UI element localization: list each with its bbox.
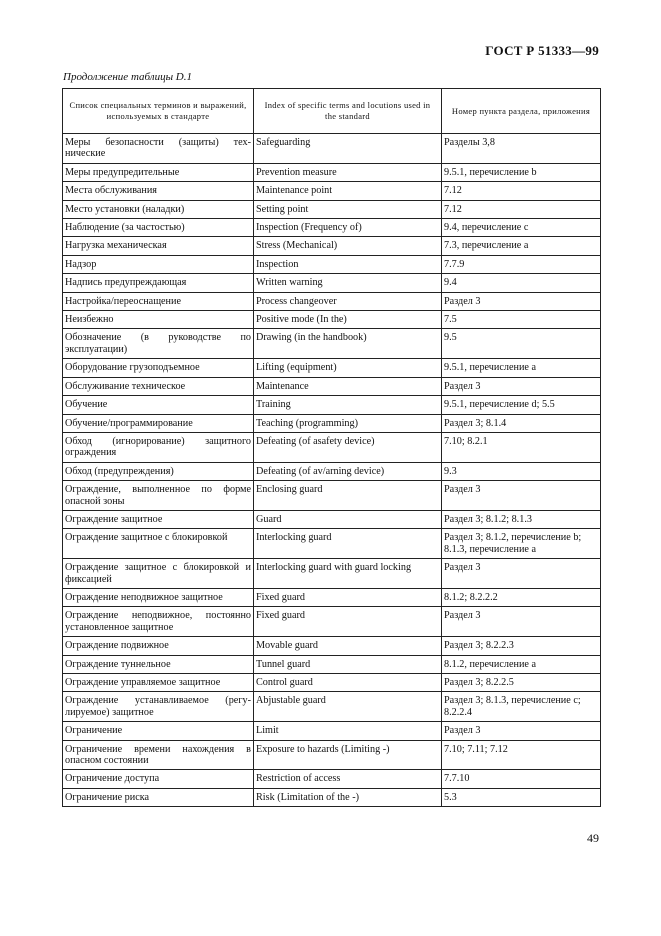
term-en-cell: Limit xyxy=(254,722,442,740)
table-row xyxy=(63,674,601,692)
term-ru-cell: Места обслуживания xyxy=(63,182,254,200)
table-row xyxy=(63,414,601,432)
term-en-cell: Abjustable guard xyxy=(254,692,442,722)
term-en-cell: Risk (Limitation of the -) xyxy=(254,788,442,806)
term-ru-cell: Ограждение устанавливаемое (регу-лируемое) защитное xyxy=(63,692,254,722)
reference-cell: 9.5.1, перечисление b xyxy=(442,163,601,181)
reference-cell: Раздел 3; 8.1.2; 8.1.3 xyxy=(442,510,601,528)
term-en-cell: Restriction of access xyxy=(254,770,442,788)
table-row xyxy=(63,163,601,181)
term-ru-cell: Наблюдение (за частостью) xyxy=(63,219,254,237)
term-ru-cell: Меры безопасности (защиты) тех-нические xyxy=(63,134,254,164)
reference-cell: Раздел 3 xyxy=(442,292,601,310)
term-en-cell: Defeating (of asafety device) xyxy=(254,432,442,462)
term-en-cell: Prevention measure xyxy=(254,163,442,181)
term-ru-cell: Обозначение (в руководстве по эксплуатации) xyxy=(63,329,254,359)
term-en-cell: Enclosing guard xyxy=(254,481,442,511)
column-header-ru-terms: Список специальных терминов и выражений, используемых в стандарте xyxy=(63,89,254,134)
term-ru-cell: Обход (предупреждения) xyxy=(63,462,254,480)
term-ru-cell: Настройка/переоснащение xyxy=(63,292,254,310)
table-row xyxy=(63,432,601,462)
table-row xyxy=(63,237,601,255)
table-row xyxy=(63,182,601,200)
term-ru-cell: Ограничение риска xyxy=(63,788,254,806)
reference-cell: 9.5.1, перечисление а xyxy=(442,359,601,377)
term-ru-cell: Обучение xyxy=(63,396,254,414)
reference-cell: Раздел 3 xyxy=(442,607,601,637)
term-ru-cell: Надзор xyxy=(63,255,254,273)
reference-cell: 9.3 xyxy=(442,462,601,480)
term-en-cell: Control guard xyxy=(254,674,442,692)
reference-cell: 7.12 xyxy=(442,200,601,218)
table-row xyxy=(63,255,601,273)
reference-cell: 7.10; 8.2.1 xyxy=(442,432,601,462)
term-en-cell: Guard xyxy=(254,510,442,528)
reference-cell: 7.3, перечисление а xyxy=(442,237,601,255)
reference-cell: 7.5 xyxy=(442,311,601,329)
table-row xyxy=(63,359,601,377)
table-row xyxy=(63,740,601,770)
table-row xyxy=(63,481,601,511)
standard-header: ГОСТ Р 51333—99 xyxy=(485,43,599,58)
term-en-cell: Interlocking guard with guard locking xyxy=(254,559,442,589)
table-row xyxy=(63,770,601,788)
reference-cell: 8.1.2; 8.2.2.2 xyxy=(442,588,601,606)
table-row xyxy=(63,529,601,559)
table-row xyxy=(63,311,601,329)
reference-cell: 7.7.9 xyxy=(442,255,601,273)
term-en-cell: Drawing (in the handbook) xyxy=(254,329,442,359)
reference-cell: Раздел 3; 8.2.2.5 xyxy=(442,674,601,692)
term-ru-cell: Нагрузка механическая xyxy=(63,237,254,255)
term-en-cell: Movable guard xyxy=(254,637,442,655)
term-en-cell: Fixed guard xyxy=(254,588,442,606)
term-ru-cell: Обучение/программирование xyxy=(63,414,254,432)
term-en-cell: Setting point xyxy=(254,200,442,218)
term-ru-cell: Ограждение туннельное xyxy=(63,655,254,673)
term-en-cell: Interlocking guard xyxy=(254,529,442,559)
reference-cell: 9.4 xyxy=(442,274,601,292)
terms-table xyxy=(62,88,601,807)
table-row xyxy=(63,200,601,218)
term-ru-cell: Обход (игнорирование) защитного ограждения xyxy=(63,432,254,462)
term-ru-cell: Обслуживание техническое xyxy=(63,377,254,395)
term-en-cell: Teaching (programming) xyxy=(254,414,442,432)
term-ru-cell: Оборудование грузоподъемное xyxy=(63,359,254,377)
table-row xyxy=(63,788,601,806)
term-ru-cell: Ограничение времени нахождения в опасном состоянии xyxy=(63,740,254,770)
table-row xyxy=(63,588,601,606)
reference-cell: 5.3 xyxy=(442,788,601,806)
reference-cell: 9.5 xyxy=(442,329,601,359)
term-en-cell: Inspection (Frequency of) xyxy=(254,219,442,237)
column-header-reference: Номер пункта раздела, приложения xyxy=(442,89,601,134)
table-row xyxy=(63,559,601,589)
term-en-cell: Training xyxy=(254,396,442,414)
table-row xyxy=(63,655,601,673)
term-ru-cell: Ограничение xyxy=(63,722,254,740)
term-ru-cell: Ограждение неподвижное, постоянно установленное защитное xyxy=(63,607,254,637)
term-en-cell: Safeguarding xyxy=(254,134,442,164)
term-en-cell: Maintenance point xyxy=(254,182,442,200)
table-row xyxy=(63,692,601,722)
table-row xyxy=(63,607,601,637)
term-ru-cell: Ограждение неподвижное защитное xyxy=(63,588,254,606)
table-row xyxy=(63,462,601,480)
reference-cell: Раздел 3 xyxy=(442,481,601,511)
reference-cell: 7.10; 7.11; 7.12 xyxy=(442,740,601,770)
term-ru-cell: Ограждение подвижное xyxy=(63,637,254,655)
term-en-cell: Process changeover xyxy=(254,292,442,310)
term-ru-cell: Ограждение защитное с блокировкой и фиксацией xyxy=(63,559,254,589)
table-row xyxy=(63,134,601,164)
column-header-en-terms: Index of specific terms and locutions used in the standard xyxy=(254,89,442,134)
reference-cell: Раздел 3 xyxy=(442,722,601,740)
reference-cell: Раздел 3 xyxy=(442,377,601,395)
term-ru-cell: Ограничение доступа xyxy=(63,770,254,788)
term-ru-cell: Неизбежно xyxy=(63,311,254,329)
table-row xyxy=(63,396,601,414)
term-ru-cell: Надпись предупреждающая xyxy=(63,274,254,292)
reference-cell: Раздел 3; 8.1.4 xyxy=(442,414,601,432)
table-row xyxy=(63,510,601,528)
page-number: 49 xyxy=(587,831,599,845)
term-en-cell: Fixed guard xyxy=(254,607,442,637)
term-en-cell: Lifting (equipment) xyxy=(254,359,442,377)
reference-cell: 9.5.1, перечисление d; 5.5 xyxy=(442,396,601,414)
reference-cell: Раздел 3; 8.1.3, перечисление с; 8.2.2.4 xyxy=(442,692,601,722)
term-en-cell: Defeating (of av/arning device) xyxy=(254,462,442,480)
table-row xyxy=(63,377,601,395)
term-ru-cell: Ограждение управляемое защитное xyxy=(63,674,254,692)
term-en-cell: Tunnel guard xyxy=(254,655,442,673)
term-en-cell: Maintenance xyxy=(254,377,442,395)
table-header-row xyxy=(63,89,601,134)
reference-cell: 7.7.10 xyxy=(442,770,601,788)
term-en-cell: Exposure to hazards (Limiting -) xyxy=(254,740,442,770)
term-en-cell: Positive mode (In the) xyxy=(254,311,442,329)
reference-cell: 7.12 xyxy=(442,182,601,200)
term-en-cell: Stress (Mechanical) xyxy=(254,237,442,255)
reference-cell: Раздел 3; 8.1.2, перечисление b; 8.1.3, перечисление а xyxy=(442,529,601,559)
term-ru-cell: Место установки (наладки) xyxy=(63,200,254,218)
reference-cell: Разделы 3,8 xyxy=(442,134,601,164)
table-row xyxy=(63,219,601,237)
table-row xyxy=(63,274,601,292)
term-ru-cell: Меры предупредительные xyxy=(63,163,254,181)
term-en-cell: Written warning xyxy=(254,274,442,292)
table-row xyxy=(63,292,601,310)
reference-cell: 9.4, перечисление с xyxy=(442,219,601,237)
reference-cell: Раздел 3; 8.2.2.3 xyxy=(442,637,601,655)
table-row xyxy=(63,722,601,740)
reference-cell: 8.1.2, перечисление а xyxy=(442,655,601,673)
table-row xyxy=(63,637,601,655)
table-caption: Продолжение таблицы D.1 xyxy=(63,71,192,83)
table-row xyxy=(63,329,601,359)
reference-cell: Раздел 3 xyxy=(442,559,601,589)
term-en-cell: Inspection xyxy=(254,255,442,273)
term-ru-cell: Ограждение защитное с блокировкой xyxy=(63,529,254,559)
table-body xyxy=(63,134,601,807)
term-ru-cell: Ограждение, выполненное по форме опасной зоны xyxy=(63,481,254,511)
term-ru-cell: Ограждение защитное xyxy=(63,510,254,528)
